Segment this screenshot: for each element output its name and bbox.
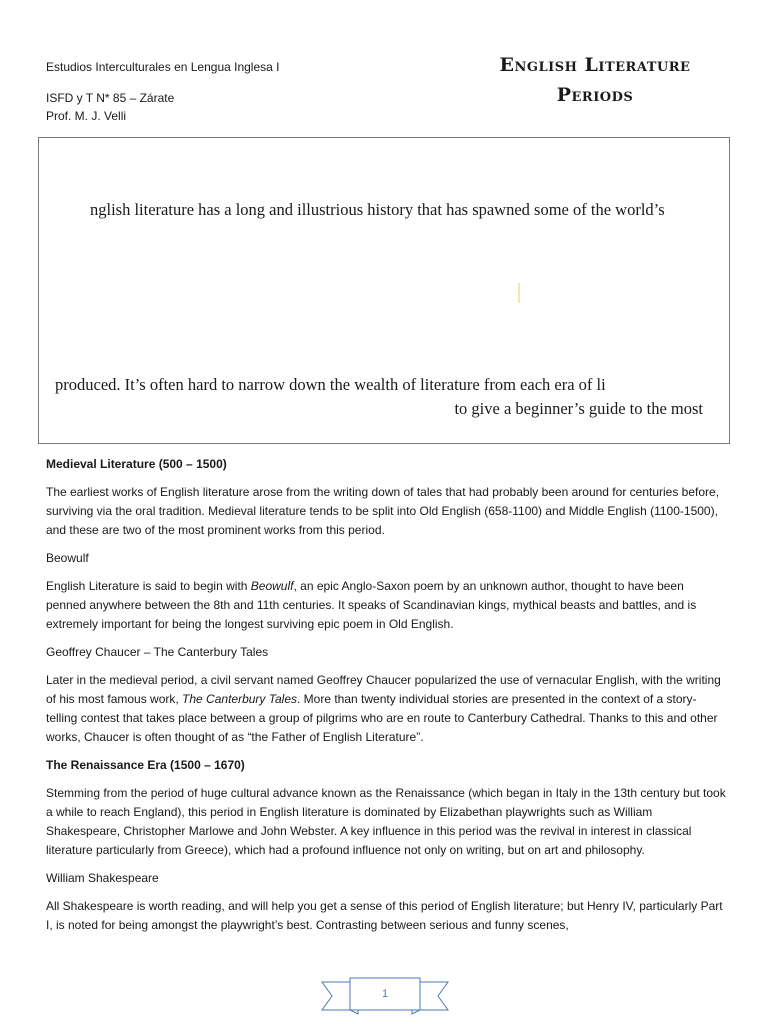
- page-number: 1: [381, 988, 389, 1000]
- medieval-heading: Medieval Literature (500 – 1500): [46, 457, 227, 471]
- document-header-info: [46, 58, 279, 125]
- shakespeare-paragraph: All Shakespeare is worth reading, and will help you get a sense of this period of English literature; but Henry IV, particularly Part I, is noted for being amongst the playwright’s best. Contrasting between serious and funny scenes,: [46, 899, 723, 932]
- beowulf-text-end: , an epic Anglo-Saxon poem by an unknown author, thought to have been penned anywhere between the 8th and 11th centuries. It speaks of Scandinavian kings, mythical beasts and battles, and is extremely important for being the longest surviving epic poem in Old English.: [46, 579, 697, 631]
- intro-line-2: produced. It’s often hard to narrow down the wealth of literature from each era of li: [55, 375, 606, 394]
- title-line-1: English Literature: [499, 54, 691, 76]
- beowulf-title-italic: Beowulf: [250, 579, 294, 593]
- document-title: [460, 50, 730, 110]
- intro-text-box: [38, 137, 730, 444]
- renaissance-paragraph: Stemming from the period of huge cultural advance known as the Renaissance (which began in Italy in the 13th century but took a while to reach England), this period in English literature is dominated by Elizabethan playwrights such as William Shakespeare, Christopher Marlowe and John Webster. A key influence in this period was the revival in interest in classical literature particularly from Greece), which had a profound influence not only on writing, but on art and philosophy.: [46, 786, 726, 857]
- renaissance-heading: The Renaissance Era (1500 – 1670): [46, 758, 245, 772]
- text-cursor-mark: [518, 283, 520, 303]
- chaucer-text-start: Later in the medieval period, a civil servant named Geoffrey Chaucer popularized the use of vernacular English, with the writing of his most famous work,: [46, 673, 721, 706]
- beowulf-text-start: English Literature is said to begin with: [46, 579, 251, 593]
- professor-name: Prof. M. J. Velli: [46, 109, 127, 123]
- document-body: [46, 455, 726, 944]
- beowulf-heading: Beowulf: [46, 551, 89, 565]
- institute-name: ISFD y T N* 85 – Zárate: [46, 91, 175, 105]
- medieval-paragraph: The earliest works of English literature arose from the writing down of tales that had probably been around for centuries before, surviving via the oral tradition. Medieval literature tends to be split into Old English (658-1100) and Middle English (1100-1500), and these are two of the most prominent works from this period.: [46, 485, 720, 537]
- chaucer-heading: Geoffrey Chaucer – The Canterbury Tales: [46, 645, 269, 659]
- title-line-2: Periods: [556, 84, 634, 106]
- canterbury-title-italic: The Canterbury Tales: [182, 692, 297, 706]
- shakespeare-heading: William Shakespeare: [46, 871, 159, 885]
- beowulf-paragraph: [46, 577, 726, 634]
- chaucer-paragraph: [46, 671, 726, 747]
- course-name: Estudios Interculturales en Lengua Inglesa I: [46, 60, 280, 74]
- page-footer: [320, 972, 450, 1020]
- chaucer-text-end: . More than twenty individual stories are presented in the context of a story-telling contest that takes place between a group of pilgrims who are en route to Canterbury Cathedral. Thanks to this and other works, Chaucer is often thought of as “the Father of English Literature”.: [46, 692, 718, 744]
- intro-line-3: to give a beginner’s guide to the most: [454, 399, 703, 418]
- intro-line-1: nglish literature has a long and illustrious history that has spawned some of the world’s: [90, 200, 665, 219]
